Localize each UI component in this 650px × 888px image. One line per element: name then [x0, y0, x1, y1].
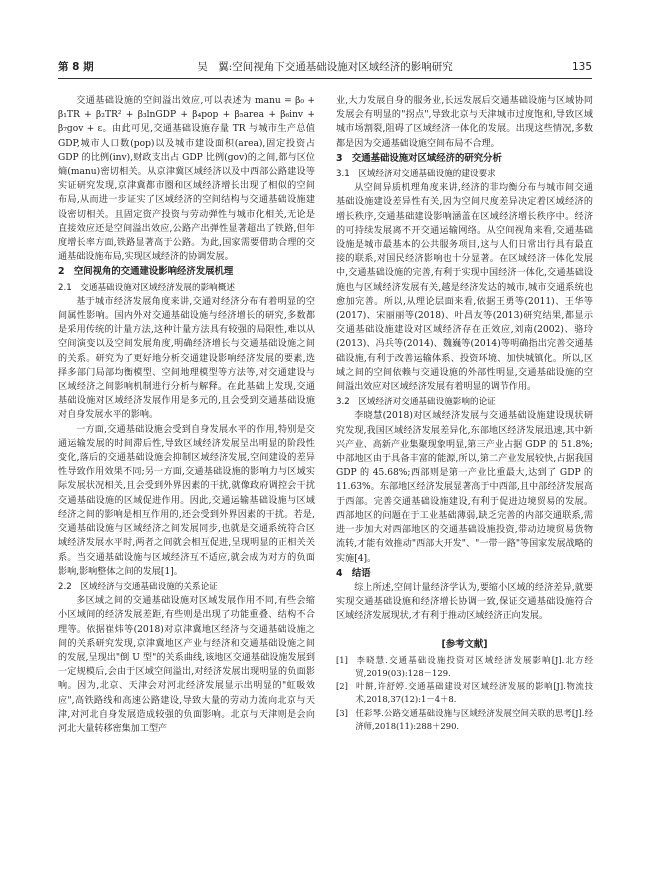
- references-title: [参考文献]: [441, 638, 488, 650]
- reference-text: 任彩琴.公路交通基础设施与区域经济发展空间关联的思考[J].经济师,2018(11):288＋290.: [355, 707, 593, 731]
- paragraph: 多区域之间的交通基础设施对区域发展作用不同,有些会缩小区域间的经济发展差距,有些则是出现了功能重叠、结构不合理等。依据崔炜等(2018)对京津冀地区经济与交通基础设施之间的关系研究发现,京津冀地区产业与经济和交通基础设施之间的发展,呈现出"倒 U 型"的关系曲线,该地区交通基础设施发展到一定规模后,会由于区域空间溢出,对经济发展出现明显的负面影响。因为,北京、天津会对河北经济发展显示出明显的"虹吸效应",高铁路线和高速公路建设,导致大量的劳动力流向北京与天津,对河北自身发展造成较强的负面影响。北京与天津则是会向河北大量转移密集加工型产: [58, 596, 315, 734]
- paragraph: 基于城市经济发展角度来讲,交通对经济分布有着明显的空间属性影响。国内外对交通基础设施与经济增长的研究,多数都是采用传统的计量方法,这种计量方法具有较强的局限性,难以从空间演变以及空间发展角度,明确经济增长与交通基础设施之间的关系。研究为了更好地分析交通建设影响经济发展的要素,选择多部门局部均衡模型、空间地理模型等方法等,对交通建设与区域经济之间影响机制进行分析与解释。在此基础上发现,交通基础设施对区域经济发展作用是多元的,且会受到交通基础设施对自身发展水平的影响。: [58, 296, 315, 421]
- subsection-heading: 3.1 区域经济对交通基础设施的建设要求: [336, 169, 496, 180]
- paragraph: 综上所述,空间计量经济学认为,要缩小区域的经济差异,就要实现交通基础设施和经济增长协调一致,保证交通基础设施符合区域经济发展现状,才有利于推动区域经济正向发展。: [336, 582, 593, 622]
- issue-number: 第 8 期: [58, 61, 94, 73]
- subsection-heading: 3.2 区域经济对交通基础设施影响的论证: [336, 397, 496, 408]
- paragraph: 业,大力发展自身的服务业,长远发展后交通基础设施与区域协同发展会有明显的"拐点",导致北京与天津城市过度饱和,导致区域城市场割裂,阻碍了区域经济一体化的发展。出现这些情况,多数都是因为交通基础设施空间布局不合理。: [336, 96, 593, 149]
- left-column: [58, 94, 315, 736]
- subsection-heading: 2.2 区域经济与交通基础设施的关系论证: [58, 581, 218, 592]
- running-header: [58, 58, 592, 79]
- subsection-heading: 2.1 交通基础设施对区域经济发展的影响概述: [58, 282, 235, 293]
- running-title: 吴 翼:空间视角下交通基础设施对区域经济的影响研究: [197, 61, 453, 73]
- paragraph: 一方面,交通基础设施会受到自身发展水平的作用,特别是交通运输发展的时间滞后性,导致区域经济发展呈出明显的阶段性变化,落后的交通基础设施会抑制区域经济发展,空间建设的差异性导致作用效果不同;另一方面,交通基础设施的影响力与区域实际发展状况相关,且会受到外界因素的干扰,就像政府调控会干扰交通基础设施的区域促进作用。因此,交通运输基础设施与区域经济之间的影响是相互作用的,还会受到外界因素的干扰。若是,交通基础设施与区域经济之间发展同步,也就是交通系统符合区域经济发展水平时,两者之间就会相互促进,呈现明显的正相关关系。当交通基础设施与区域经济互不适应,就会成为对方的负面影响,影响整体之间的发展[1]。: [58, 424, 315, 577]
- paragraph: 李晓慧(2018)对区域经济发展与交通基础设施建设现状研究发现,我国区域经济发展差异化,东部地区经济发展迅速,其中新兴产业、高新产业集聚现象明显,第三产业占据 GDP 的 51.8%;中部地区由于具备丰富的能源,所以,第二产业发展较快,占据我国 GDP 的 45.68%;西部则是第一产业比重最大,达到了 GDP 的 11.63%。东部地区经济发展显著高于中西部,且中部经济发展高于西部。完善交通基础设施建设,有利于促进边境贸易的发展。西部地区的问题在于工业基础薄弱,缺乏完善的内部交通联系,需进一步加大对西部地区的交通基础设施投资,带动边境贸易货物流转,才能有效推动"西部大开发"、"一带一路"等国家发展战略的实施[4]。: [336, 411, 593, 564]
- reference-item: [336, 707, 593, 733]
- reference-text: 李晓慧.交通基础设施投资对区域经济发展影响[J].北方经贸,2019(03):128－129.: [355, 654, 593, 678]
- section-heading: 2 空间视角的交通建设影响经济发展机理: [58, 266, 234, 278]
- reference-number: [2]: [336, 681, 348, 692]
- right-column: [336, 94, 593, 733]
- reference-number: [1]: [336, 654, 348, 665]
- paragraph: 交通基础设施的空间溢出效应,可以表述为 manu = β₀ + β₁TR + β₂TR² + β₃lnGDP + β₄pop + β₅area + β₆inv + β₇gov + ε。由此可见,交通基础设施存量 TR 与城市生产总值 GDP,城市人口数(pop)以及城市建设面积(area),固定投资占 GDP 的比例(inv),财政支出占 GDP 比例(gov)的之间,都与区位熵(manu)密切相关。从京津冀区域经济以及中西部公路建设等实证研究发现,京津冀都市圈和区域经济增长出现了相似的空间布局,从而进一步证实了区域经济的空间结构与交通基础设施建设密切相关。且固定资产投资与劳动弹性与城市化相关,无论是直接效应还是空间溢出效应,公路产出弹性显著超出了铁路,但年度增长率方面,铁路显著高于公路。为此,国家需要借助合理的交通基础设施布局,实现区域经济的协调发展。: [58, 96, 315, 263]
- reference-item: [336, 654, 593, 680]
- paragraph: 从空间异质机理角度来讲,经济的非均衡分布与城市间交通基础设施建设差异性有关,因为空间尺度差异决定着区域经济的增长秩序,交通基础建设影响涵盖在区域经济增长秩序中。经济的可持续发展离不开交通运输网络。从空间视角来看,交通基础设施是城市最基本的公共服务项目,这与人们日常出行具有最直接的联系,对国民经济影响也十分显著。在区域经济一体化发展中,交通基础设施的完善,有利于实现中国经济一体化,交通基础设施也与区域经济发展有关,越是经济发达的城市,城市交通系统也愈加完善。所以,从理论层面来看,依据王勇等(2011)、王华等(2017)、宋丽丽等(2018)、叶昌友等(2013)研究结果,都显示交通基础设施建设对区域经济存在正效应,刘南(2002)、骆玲(2013)、冯兵等(2014)、魏巍等(2014)等明确指出完善交通基础设施,有利于改善运输体系、投资环境、加快城镇化。所以,区域之间的空间依赖与交通设施的外部性明显,交通基础设施的空间溢出效应对区域经济发展有着明显的调节作用。: [336, 183, 593, 393]
- reference-text: 叶餅,许舒婷.交通基础建设对区域经济发展的影响[J].物流技术,2018,37(12):1－4＋8.: [355, 681, 593, 705]
- page-number: 135: [571, 61, 592, 73]
- reference-item: [336, 680, 593, 706]
- section-heading: 4 结语: [336, 567, 371, 579]
- section-heading: 3 交通基础设施对区域经济的研究分析: [336, 152, 502, 164]
- reference-number: [3]: [336, 707, 348, 718]
